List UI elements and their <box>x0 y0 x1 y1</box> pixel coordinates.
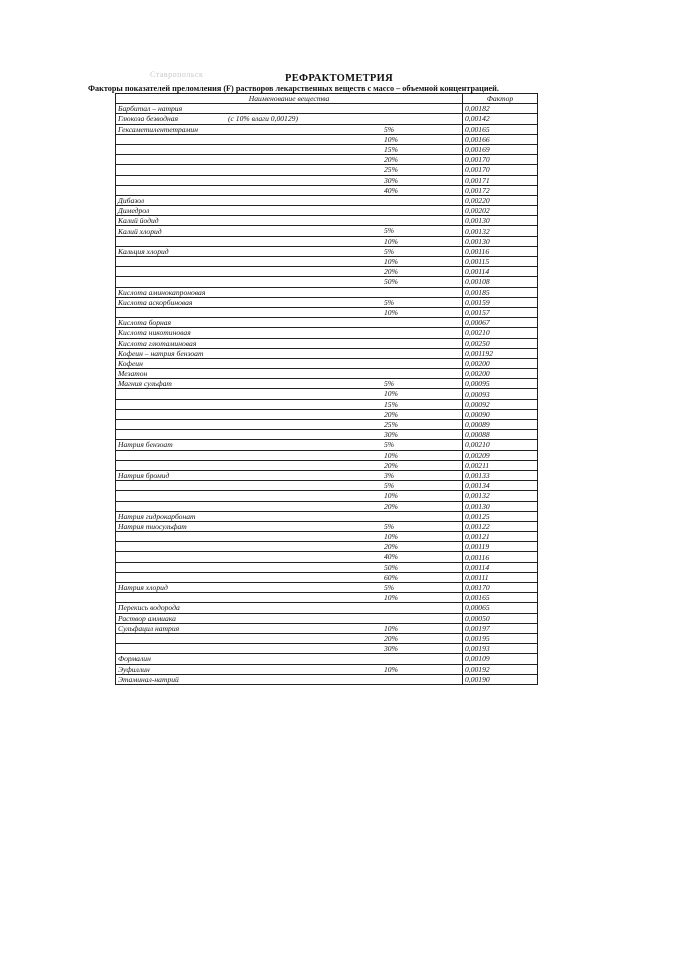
substance-name: Натрия тиосульфат <box>118 521 187 531</box>
table-row <box>116 450 538 460</box>
table-row <box>116 318 538 328</box>
concentration: 15% <box>384 144 398 154</box>
concentration: 20% <box>384 267 398 277</box>
table-row <box>116 216 538 226</box>
substance-cell <box>116 338 463 348</box>
substance-cell <box>116 420 463 430</box>
table-row <box>116 236 538 246</box>
table-row <box>116 165 538 175</box>
concentration: 10% <box>384 491 398 501</box>
substance-name: Кислота глютаминовая <box>118 338 197 348</box>
table-row <box>116 501 538 511</box>
table-row <box>116 552 538 562</box>
factor-cell: 0,00119 <box>463 542 538 552</box>
table-row <box>116 440 538 450</box>
concentration: 5% <box>384 521 395 531</box>
table-row <box>116 633 538 643</box>
factor-cell: 0,00142 <box>463 114 538 124</box>
concentration: 30% <box>384 175 398 185</box>
factor-cell: 0,00116 <box>463 552 538 562</box>
concentration: 10% <box>384 134 398 144</box>
substance-name: Натрия бромид <box>118 471 170 481</box>
factor-cell: 0,00250 <box>463 338 538 348</box>
concentration: 3% <box>384 470 395 480</box>
substance-cell <box>116 603 463 613</box>
factor-cell: 0,00211 <box>463 460 538 470</box>
substance-cell <box>116 521 463 531</box>
substance-name: Магния сульфат <box>118 379 172 389</box>
factor-cell: 0,00165 <box>463 124 538 134</box>
concentration: 40% <box>384 185 398 195</box>
substance-cell <box>116 369 463 379</box>
concentration: 30% <box>384 430 398 440</box>
concentration: 5% <box>384 246 395 256</box>
table-row <box>116 226 538 236</box>
substance-cell <box>116 155 463 165</box>
concentration: 20% <box>384 501 398 511</box>
table-row <box>116 603 538 613</box>
table-row <box>116 481 538 491</box>
substance-cell <box>116 277 463 287</box>
table-row <box>116 307 538 317</box>
substance-cell <box>116 633 463 643</box>
table-row <box>116 420 538 430</box>
column-header-factor: Фактор <box>463 94 538 104</box>
table-row <box>116 267 538 277</box>
faded-stamp: Ставропольск <box>150 70 204 79</box>
table-row <box>116 593 538 603</box>
substance-cell <box>116 348 463 358</box>
table-row <box>116 511 538 521</box>
factor-cell: 0,00165 <box>463 593 538 603</box>
table-row <box>116 144 538 154</box>
concentration: 10% <box>384 307 398 317</box>
concentration: (с 10% влаги 0,00129) <box>228 114 298 124</box>
factor-cell: 0,00095 <box>463 379 538 389</box>
table-row <box>116 532 538 542</box>
factor-cell: 0,001192 <box>463 348 538 358</box>
concentration: 10% <box>384 664 398 674</box>
table-row <box>116 583 538 593</box>
substance-cell <box>116 236 463 246</box>
substance-cell <box>116 318 463 328</box>
factor-cell: 0,00121 <box>463 532 538 542</box>
table-row <box>116 155 538 165</box>
substance-cell <box>116 246 463 256</box>
factor-cell: 0,00210 <box>463 440 538 450</box>
table-row <box>116 277 538 287</box>
concentration: 20% <box>384 155 398 165</box>
substance-cell <box>116 104 463 114</box>
concentration: 5% <box>384 481 395 491</box>
factor-cell: 0,00171 <box>463 175 538 185</box>
substance-cell <box>116 399 463 409</box>
table-row <box>116 389 538 399</box>
table-row <box>116 613 538 623</box>
factor-cell: 0,00197 <box>463 623 538 633</box>
table-row <box>116 562 538 572</box>
factor-cell: 0,00170 <box>463 155 538 165</box>
table-row <box>116 379 538 389</box>
substance-cell <box>116 470 463 480</box>
page-title: РЕФРАКТОМЕТРИЯ <box>284 73 393 84</box>
concentration: 20% <box>384 460 398 470</box>
factor-cell: 0,00166 <box>463 134 538 144</box>
factor-cell: 0,00172 <box>463 185 538 195</box>
substance-cell <box>116 409 463 419</box>
table-row <box>116 674 538 684</box>
substance-cell <box>116 287 463 297</box>
factor-cell: 0,00133 <box>463 470 538 480</box>
concentration: 10% <box>384 532 398 542</box>
factor-cell: 0,00130 <box>463 216 538 226</box>
concentration: 5% <box>384 440 395 450</box>
substance-name: Сульфацил натрия <box>118 623 180 633</box>
factor-cell: 0,00200 <box>463 358 538 368</box>
concentration: 20% <box>384 409 398 419</box>
substance-cell <box>116 297 463 307</box>
substance-name: Натрия бензоат <box>118 440 173 450</box>
substance-cell <box>116 450 463 460</box>
substance-name: Калий хлорид <box>118 226 162 236</box>
factor-cell: 0,00190 <box>463 674 538 684</box>
substance-cell <box>116 267 463 277</box>
substance-cell <box>116 623 463 633</box>
substance-name: Кальция хлорид <box>118 246 169 256</box>
substance-cell <box>116 358 463 368</box>
substance-name: Кислота аминокапроновая <box>118 287 206 297</box>
factor-cell: 0,00114 <box>463 267 538 277</box>
concentration: 60% <box>384 572 398 582</box>
substance-cell <box>116 664 463 674</box>
factor-cell: 0,00159 <box>463 297 538 307</box>
factor-cell: 0,00130 <box>463 236 538 246</box>
table-header-row <box>116 94 538 104</box>
factor-cell: 0,00170 <box>463 165 538 175</box>
substance-cell <box>116 572 463 582</box>
concentration: 5% <box>384 226 395 236</box>
factor-cell: 0,00169 <box>463 144 538 154</box>
substance-cell <box>116 613 463 623</box>
concentration: 10% <box>384 623 398 633</box>
concentration: 15% <box>384 399 398 409</box>
factor-cell: 0,00108 <box>463 277 538 287</box>
substance-cell <box>116 328 463 338</box>
concentration: 10% <box>384 257 398 266</box>
table-row <box>116 287 538 297</box>
substance-name: Калий йодид <box>118 216 159 226</box>
substance-cell <box>116 491 463 501</box>
concentration: 50% <box>384 562 398 572</box>
factor-cell: 0,00200 <box>463 369 538 379</box>
substance-cell <box>116 216 463 226</box>
substance-cell <box>116 195 463 205</box>
substance-cell <box>116 114 463 124</box>
factor-cell: 0,00067 <box>463 318 538 328</box>
concentration: 50% <box>384 277 398 287</box>
substance-name: Кофеин <box>118 358 143 368</box>
substance-cell <box>116 542 463 552</box>
table-row <box>116 134 538 144</box>
table-row <box>116 623 538 633</box>
factor-cell: 0,00185 <box>463 287 538 297</box>
table-row <box>116 338 538 348</box>
substance-cell <box>116 674 463 684</box>
substance-cell <box>116 593 463 603</box>
substance-cell <box>116 583 463 593</box>
substance-cell <box>116 440 463 450</box>
factor-cell: 0,00210 <box>463 328 538 338</box>
table-row <box>116 246 538 256</box>
concentration: 25% <box>384 165 398 175</box>
refractometry-table <box>115 93 538 685</box>
factor-cell: 0,00220 <box>463 195 538 205</box>
substance-cell <box>116 206 463 216</box>
table-row <box>116 348 538 358</box>
factor-cell: 0,00088 <box>463 430 538 440</box>
substance-cell <box>116 552 463 562</box>
factor-cell: 0,00093 <box>463 389 538 399</box>
substance-cell <box>116 257 463 267</box>
substance-name: Кислота никотиновая <box>118 328 191 338</box>
table-row <box>116 185 538 195</box>
substance-name: Натрия гидрокарбонат <box>118 511 196 521</box>
substance-cell <box>116 389 463 399</box>
table-row <box>116 175 538 185</box>
concentration: 10% <box>384 593 398 603</box>
substance-name: Эуфиллин <box>118 664 150 674</box>
substance-name: Перекись водорода <box>118 603 180 613</box>
table-row <box>116 644 538 654</box>
substance-cell <box>116 175 463 185</box>
substance-cell <box>116 430 463 440</box>
substance-name: Димедрол <box>118 206 150 216</box>
table-body <box>116 104 538 685</box>
factor-cell: 0,00065 <box>463 603 538 613</box>
table-row <box>116 104 538 114</box>
substance-cell <box>116 644 463 654</box>
table-row <box>116 114 538 124</box>
concentration: 10% <box>384 450 398 460</box>
substance-name: Этаминал-натрий <box>118 674 179 684</box>
table-row <box>116 521 538 531</box>
table-row <box>116 206 538 216</box>
concentration: 20% <box>384 542 398 552</box>
substance-cell <box>116 481 463 491</box>
table-row <box>116 328 538 338</box>
factor-cell: 0,00170 <box>463 583 538 593</box>
substance-name: Формалин <box>118 654 151 664</box>
table-row <box>116 572 538 582</box>
table-row <box>116 124 538 134</box>
factor-cell: 0,00134 <box>463 481 538 491</box>
substance-name: Кофеин – натрия бензоат <box>118 348 204 358</box>
column-header-name: Наименование вещества <box>116 94 463 104</box>
concentration: 5% <box>384 297 395 307</box>
factor-cell: 0,00115 <box>463 257 538 267</box>
table-row <box>116 195 538 205</box>
page-subtitle: Факторы показателей преломления (F) растворов лекарственных веществ с массо – объемной концентрацией. <box>88 84 499 93</box>
table-row <box>116 369 538 379</box>
factor-cell: 0,00122 <box>463 521 538 531</box>
concentration: 5% <box>384 124 395 134</box>
factor-cell: 0,00182 <box>463 104 538 114</box>
table-row <box>116 542 538 552</box>
table-row <box>116 409 538 419</box>
substance-cell <box>116 124 463 134</box>
factor-cell: 0,00195 <box>463 633 538 643</box>
concentration: 10% <box>384 389 398 399</box>
substance-name: Кислота борная <box>118 318 172 328</box>
factor-cell: 0,00130 <box>463 501 538 511</box>
substance-cell <box>116 460 463 470</box>
factor-cell: 0,00132 <box>463 491 538 501</box>
factor-cell: 0,00050 <box>463 613 538 623</box>
substance-cell <box>116 532 463 542</box>
substance-cell <box>116 307 463 317</box>
concentration: 40% <box>384 552 398 562</box>
factor-cell: 0,00116 <box>463 246 538 256</box>
factor-cell: 0,00157 <box>463 307 538 317</box>
table-row <box>116 491 538 501</box>
substance-name: Глюкоза безводная <box>118 114 179 124</box>
substance-name: Мезатон <box>118 369 148 379</box>
factor-cell: 0,00209 <box>463 450 538 460</box>
factor-cell: 0,00132 <box>463 226 538 236</box>
concentration: 20% <box>384 633 398 643</box>
factor-cell: 0,00114 <box>463 562 538 572</box>
substance-cell <box>116 144 463 154</box>
substance-cell <box>116 501 463 511</box>
concentration: 30% <box>384 644 398 654</box>
substance-name: Барбитал – натрия <box>118 104 183 114</box>
table-row <box>116 470 538 480</box>
substance-cell <box>116 511 463 521</box>
substance-name: Гексаметилентетрамин <box>118 124 198 134</box>
substance-cell <box>116 226 463 236</box>
factor-cell: 0,00090 <box>463 409 538 419</box>
substance-cell <box>116 562 463 572</box>
table-row <box>116 257 538 267</box>
table-row <box>116 297 538 307</box>
factor-cell: 0,00111 <box>463 572 538 582</box>
table-row <box>116 399 538 409</box>
table-row <box>116 664 538 674</box>
concentration: 5% <box>384 583 395 592</box>
table-row <box>116 430 538 440</box>
substance-name: Раствор аммиака <box>118 613 176 623</box>
substance-cell <box>116 379 463 389</box>
factor-cell: 0,00089 <box>463 420 538 430</box>
table-row <box>116 460 538 470</box>
factor-cell: 0,00193 <box>463 644 538 654</box>
factor-cell: 0,00125 <box>463 511 538 521</box>
factor-cell: 0,00109 <box>463 654 538 664</box>
concentration: 5% <box>384 379 395 389</box>
substance-cell <box>116 165 463 175</box>
substance-name: Дибазол <box>118 195 145 205</box>
substance-cell <box>116 134 463 144</box>
substance-cell <box>116 185 463 195</box>
concentration: 10% <box>384 236 398 246</box>
table-row <box>116 358 538 368</box>
table-row <box>116 654 538 664</box>
factor-cell: 0,00202 <box>463 206 538 216</box>
substance-cell <box>116 654 463 664</box>
factor-cell: 0,00192 <box>463 664 538 674</box>
factor-cell: 0,00092 <box>463 399 538 409</box>
concentration: 25% <box>384 420 398 429</box>
substance-name: Натрия хлорид <box>118 583 168 593</box>
substance-name: Кислота аскорбиновая <box>118 297 193 307</box>
